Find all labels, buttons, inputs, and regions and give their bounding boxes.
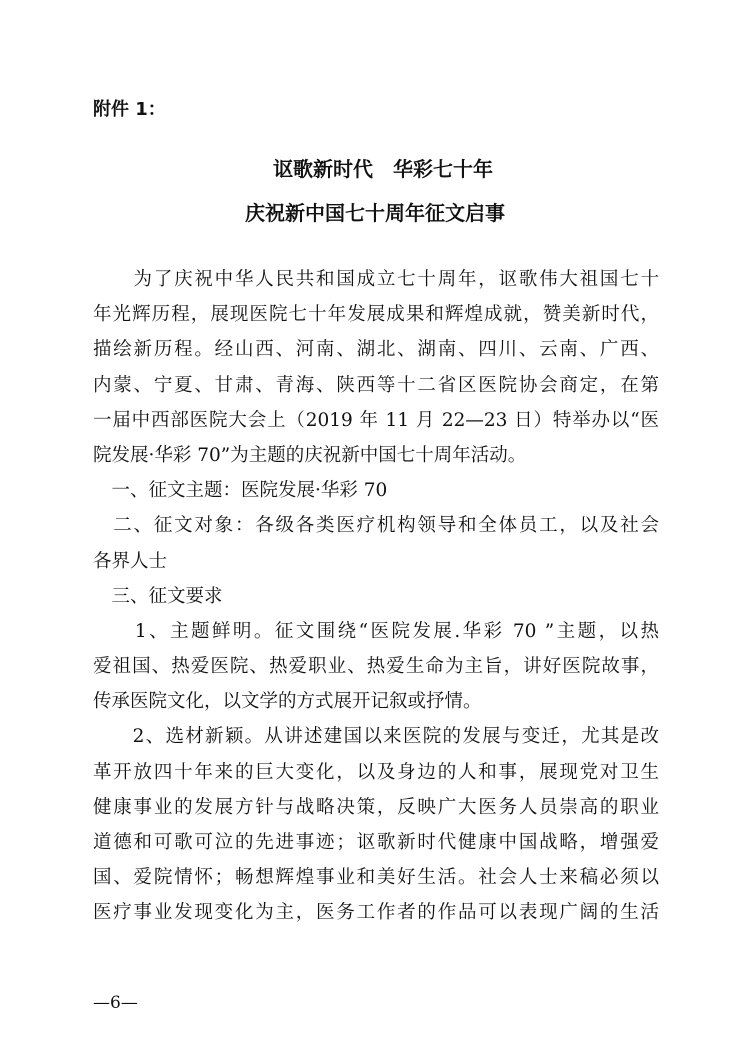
body-line: 内蒙、宁夏、甘肃、青海、陕西等十二省区医院协会商定，在第 [93,374,659,396]
body-line: 2、选材新颖。从讲述建国以来医院的发展与变迁，尤其是改 [93,726,659,748]
title-line-1: 讴歌新时代 华彩七十年 [273,157,493,181]
body-line: 国、爱院情怀；畅想辉煌事业和美好生活。社会人士来稿必须以 [93,867,659,889]
body-line: 革开放四十年来的巨大变化，以及身边的人和事，展现党对卫生 [93,761,659,783]
body-line: 1、主题鲜明。征文围绕“医院发展.华彩 70 ”主题，以热 [93,620,659,642]
body-line: 一届中西部医院大会上（2019 年 11 月 22—23 日）特举办以“医 [93,409,659,431]
section-heading: 二、征文对象：各级各类医疗机构领导和全体员工，以及社会 [93,515,659,537]
document-body [93,262,659,931]
body-line: 健康事业的发展方针与战略决策，反映广大医务人员崇高的职业 [93,796,659,818]
section-heading: 一、征文主题：医院发展·华彩 70 [93,480,388,502]
title-line-2: 庆祝新中国七十周年征文启事 [245,201,505,225]
body-line: 传承医院文化，以文学的方式展开记叙或抒情。 [93,691,482,713]
body-line: 医疗事业发现变化为主，医务工作者的作品可以表现广阔的生活 [93,902,659,924]
body-line: 为了庆祝中华人民共和国成立七十周年，讴歌伟大祖国七十 [93,269,659,290]
body-line: 院发展·华彩 70”为主题的庆祝新中国七十周年活动。 [93,444,527,466]
body-line: 爱祖国、热爱医院、热爱职业、热爱生命为主旨，讲好医院故事， [93,656,659,678]
body-line: 年光辉历程，展现医院七十年发展成果和辉煌成就，赞美新时代， [93,304,659,326]
body-line: 描绘新历程。经山西、河南、湖北、湖南、四川、云南、广西、 [93,339,659,361]
body-line: 道德和可歌可泣的先进事迹；讴歌新时代健康中国战略，增强爱 [93,832,659,853]
section-heading: 三、征文要求 [93,585,223,607]
body-line: 各界人士 [93,550,168,572]
page-number: —6— [93,993,138,1013]
attachment-label: 附件 1： [93,99,166,120]
